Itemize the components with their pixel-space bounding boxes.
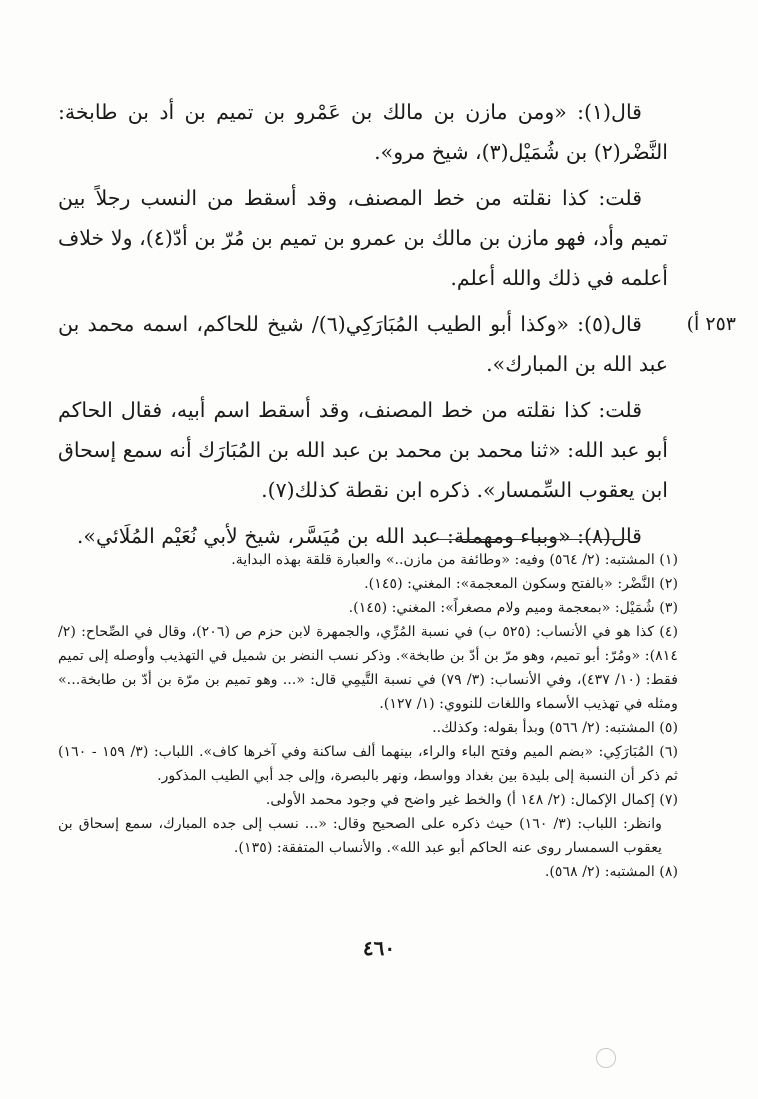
footnote-3: (٣) شُمَيْل: «بمعجمة وميم ولام مصغراً»: المغني: (١٤٥).: [348, 600, 678, 616]
entry-253a: [58, 304, 736, 384]
footnote-4: (٤) كذا هو في الأنساب: (٥٢٥ ب) في نسبة المُرِّي، والجمهرة لابن حزم ص (٢٠٦)، وقال في الصِّحاح: (٢/ ٨١٤): «ومُرّ: أبو تميم، وهو مرّ بن أدّ بن طابخة». وذكر نسب النضر بن شميل في التهذيب وأوصله إلى تميم فقط: (١٠/ ٤٣٧)، وفي الأنساب: (٣/ ٧٩) في نسبة التَّيمِي قال: «... وهو تميم بن مرّة بن أدّ بن طابخة...» ومثله في تهذيب الأسماء واللغات للنووي: (١/ ١٢٧).: [58, 624, 678, 712]
footnote-separator: [438, 539, 630, 540]
paragraph-4: قلت: كذا نقلته من خط المصنف، وقد أسقط اسم أبيه، فقال الحاكم أبو عبد الله: «ثنا محمد بن محمد بن عبد الله بن المُبَارَك أنه سمع إسحاق ابن يعقوب السِّمسار». ذكره ابن نقطة كذلك(٧).: [58, 398, 668, 502]
footnote-6: (٦) المُبَارَكِي: «بضم الميم وفتح الباء والراء، بينهما ألف ساكنة وفي آخرها كاف». اللباب: (٣/ ١٥٩ - ١٦٠) ثم ذكر أن النسبة إلى بليدة بين بغداد وواسط، ونهر بالبصرة، وإلى جد أبي الطيب المذكور.: [58, 744, 678, 784]
footnote-7-continued: وانظر: اللباب: (٣/ ١٦٠) حيث ذكره على الصحيح وقال: «... نسب إلى جده المبارك، سمع إسحاق بن يعقوب السمسار روى عنه الحاكم أبو عبد الله». والأنساب المتفقة: (١٣٥).: [58, 816, 662, 856]
footnote-2: (٢) النَّضْر: «بالفتح وسكون المعجمة»: المغني: (١٤٥).: [364, 576, 678, 592]
footnote-1: (١) المشتبه: (٢/ ٥٦٤) وفيه: «وطائفة من مازن..» والعبارة قلقة بهذه البداية.: [231, 552, 678, 568]
paragraph-1: قال(١): «ومن مازن بن مالك بن عَمْرو بن تميم بن أد بن طابخة: النَّضْر(٢) بن شُمَيْل(٣)، شيخ مرو».: [58, 100, 668, 164]
scan-circle-mark: [596, 1048, 616, 1068]
footnote-7: (٧) إكمال الإكمال: (٢/ ١٤٨ أ) والخط غير واضح في وجود محمد الأولى.: [265, 792, 678, 808]
paragraph-2: قلت: كذا نقلته من خط المصنف، وقد أسقط من النسب رجلاً بين تميم وأد، فهو مازن بن مالك بن عمرو بن تميم بن مُرّ بن أدّ(٤)، ولا خلاف أعلمه في ذلك والله أعلم.: [58, 186, 668, 290]
paragraph-3: قال(٥): «وكذا أبو الطيب المُبَارَكِي(٦)/ شيخ للحاكم، اسمه محمد بن عبد الله بن المبارك».: [58, 312, 668, 376]
footnotes: [58, 548, 678, 884]
footnote-5: (٥) المشتبه: (٢/ ٥٦٦) وبدأ بقوله: وكذلك..: [432, 720, 678, 736]
footnote-8: (٨) المشتبه: (٢/ ٥٦٨).: [544, 864, 678, 880]
page-number: ٤٦٠: [362, 936, 396, 960]
paragraph-5: قال(٨): «وبباء ومهملة: عبد الله بن مُيَسَّر، شيخ لأبي نُعَيْم المُلَائي».: [76, 524, 642, 548]
main-text: [58, 92, 736, 562]
entry-number: ٢٥٣ أ): [686, 313, 736, 335]
